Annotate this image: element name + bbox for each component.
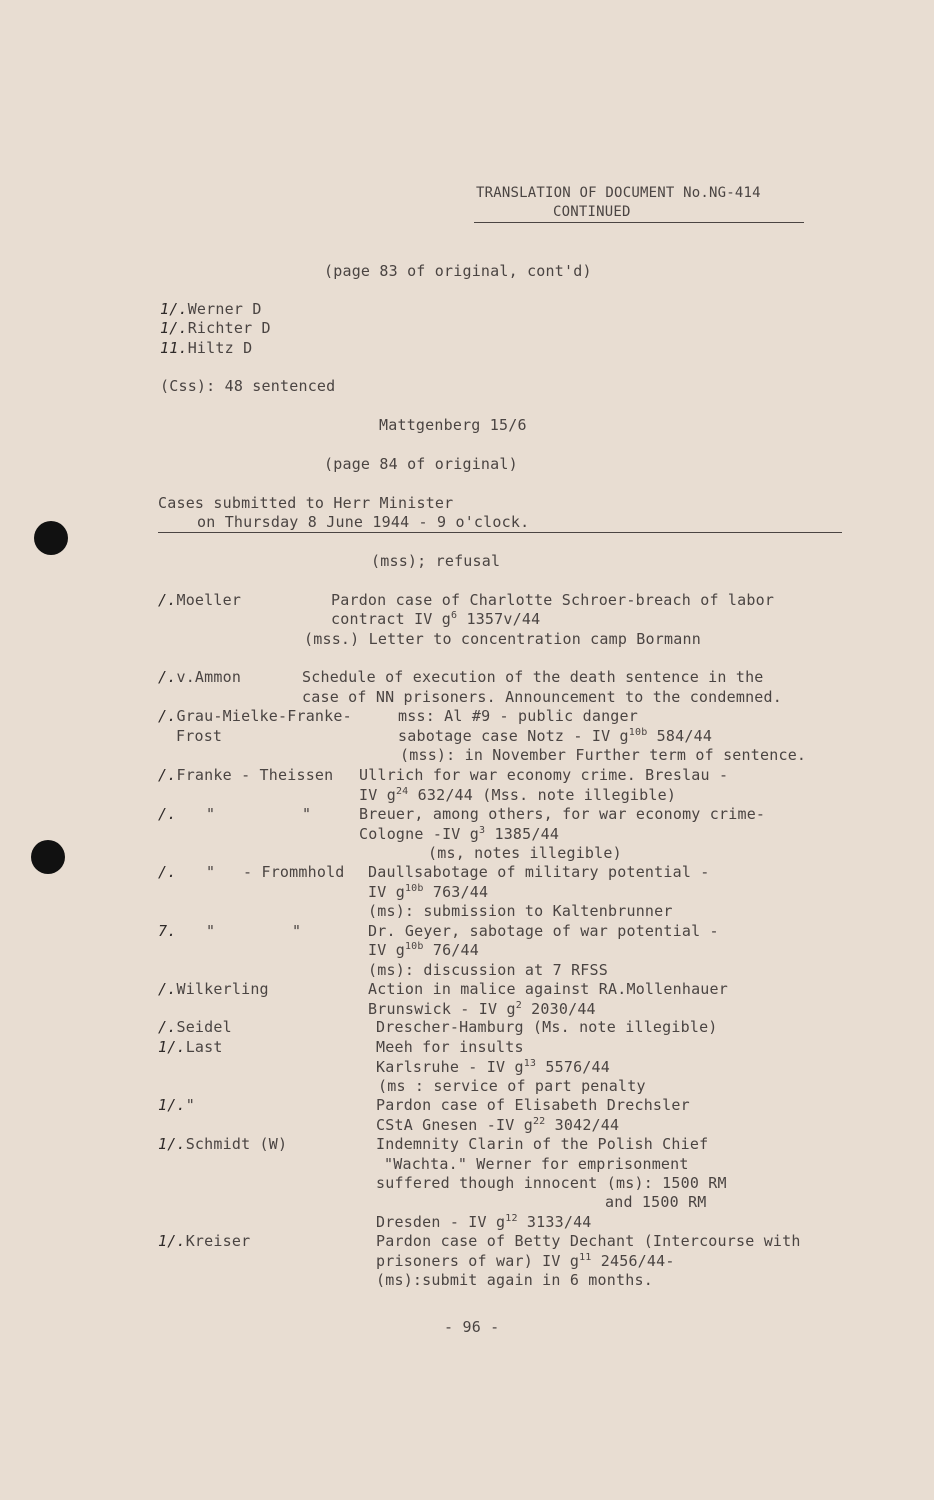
entry-6-ditto: " — [206, 863, 216, 881]
entry-10-line-3: (ms : service of part penalty — [378, 1077, 646, 1095]
entry-12-line-4: and 1500 RM — [605, 1193, 707, 1211]
page-number: - 96 - — [444, 1318, 500, 1336]
entry-13-line-1: Pardon case of Betty Dechant (Intercourse with — [376, 1232, 801, 1250]
name-line-1 — [160, 300, 262, 319]
entry-5-line-3: (ms, notes illegible) — [428, 844, 622, 862]
header-title: TRANSLATION OF DOCUMENT No.NG-414 — [476, 185, 761, 201]
entry-5-line-1: Breuer, among others, for war economy crime- — [359, 805, 766, 823]
entry-6-line-2: IV $g^{10b}$ 763/44 — [368, 883, 489, 901]
entry-7-mark: 7. — [158, 922, 177, 940]
entry-9-line-1: Drescher-Hamburg (Ms. note illegible) — [376, 1018, 718, 1036]
entry-6-mark: /. — [158, 863, 177, 881]
entry-5-ditto-1: " — [206, 805, 216, 823]
entry-6-name: - Frommhold — [243, 863, 345, 881]
entry-3-line-1: mss: Al #9 - public danger — [398, 707, 638, 725]
entry-2-name: /.v.Ammon — [158, 668, 242, 686]
punch-hole-lower — [31, 840, 65, 874]
entry-4-name: /.Franke - Theissen — [158, 766, 334, 784]
entry-1-line-1: Pardon case of Charlotte Schroer-breach of labor — [331, 591, 775, 609]
entry-5-line-2: Cologne -IV $g^3$ 1385/44 — [359, 825, 560, 843]
entry-12-name: 1/.Schmidt (W) — [158, 1135, 288, 1153]
entry-11-name: 1/." — [158, 1096, 195, 1114]
entry-11-line-1: Pardon case of Elisabeth Drechsler — [376, 1096, 690, 1114]
name-line-2 — [160, 319, 271, 338]
entry-8-name: /.Wilkerling — [158, 980, 269, 998]
entry-6-line-1: Daullsabotage of military potential - — [368, 863, 710, 881]
cases-heading-1: Cases submitted to Herr Minister — [158, 494, 454, 512]
header-subtitle: CONTINUED — [553, 204, 631, 220]
entry-7-line-2: IV $g^{10b}$ 76/44 — [368, 941, 479, 959]
entry-10-line-1: Meeh for insults — [376, 1038, 524, 1056]
sentenced-note: (Css): 48 sentenced — [160, 377, 336, 395]
entry-8-line-2: Brunswick - IV $g^2$ 2030/44 — [368, 1000, 596, 1018]
cases-rule — [158, 532, 842, 533]
entry-5-mark: /. — [158, 805, 177, 823]
entry-13-line-3: (ms):submit again in 6 months. — [376, 1271, 653, 1289]
name-line-3 — [160, 339, 252, 358]
entry-13-name: 1/.Kreiser — [158, 1232, 251, 1250]
entry-8-line-1: Action in malice against RA.Mollenhauer — [368, 980, 728, 998]
entry-1-line-2: contract IV $g^6$ 1357v/44 — [331, 610, 541, 628]
entry-3-name: /.Grau-Mielke-Franke- — [158, 707, 352, 725]
entry-11-line-2: CStA Gnesen -IV $g^{22}$ 3042/44 — [376, 1116, 620, 1134]
name-richter: Richter D — [187, 319, 271, 337]
entry-2-line-1: Schedule of execution of the death sentence in the — [302, 668, 764, 686]
entry-12-line-5: Dresden - IV $g^{12}$ 3133/44 — [376, 1213, 592, 1231]
refusal-note: (mss); refusal — [371, 552, 501, 570]
check-mark: 1/. — [160, 319, 188, 337]
entry-12-line-2: "Wachta." Werner for emprisonment — [384, 1155, 689, 1173]
cases-heading-2: on Thursday 8 June 1944 - 9 o'clock. — [197, 513, 530, 531]
entry-10-name: 1/.Last — [158, 1038, 223, 1056]
header-underline — [474, 222, 804, 223]
entry-7-line-1: Dr. Geyer, sabotage of war potential - — [368, 922, 719, 940]
entry-6-line-3: (ms): submission to Kaltenbrunner — [368, 902, 673, 920]
entry-4-line-2: IV $g^{24}$ 632/44 (Mss. note illegible) — [359, 786, 677, 804]
page-83-note: (page 83 of original, cont'd) — [324, 262, 592, 280]
entry-1-line-3: (mss.) Letter to concentration camp Bormann — [304, 630, 701, 648]
name-werner: Werner D — [187, 300, 262, 318]
entry-2-line-2: case of NN prisoners. Announcement to the condemned. — [302, 688, 782, 706]
entry-3-name-2: Frost — [176, 727, 223, 745]
signature-line: Mattgenberg 15/6 — [379, 416, 527, 434]
entry-7-line-3: (ms): discussion at 7 RFSS — [368, 961, 608, 979]
entry-12-line-3: suffered though innocent (ms): 1500 RM — [376, 1174, 727, 1192]
name-hiltz: Hiltz D — [187, 339, 253, 357]
punch-hole-upper — [34, 521, 68, 555]
check-mark: 1/. — [160, 300, 188, 318]
entry-13-line-2: prisoners of war) IV $g^{11}$ 2456/44- — [376, 1252, 675, 1270]
page-84-note: (page 84 of original) — [324, 455, 518, 473]
entry-3-line-3: (mss): in November Further term of sentence. — [400, 746, 807, 764]
entry-4-line-1: Ullrich for war economy crime. Breslau - — [359, 766, 729, 784]
entry-9-name: /.Seidel — [158, 1018, 232, 1036]
entry-3-line-2: sabotage case Notz - IV $g^{10b}$ 584/44 — [398, 727, 713, 745]
entry-1-name: /.Moeller — [158, 591, 242, 609]
entry-10-line-2: Karlsruhe - IV $g^{13}$ 5576/44 — [376, 1058, 611, 1076]
entry-5-ditto-2: " — [302, 805, 312, 823]
check-mark: 11. — [160, 339, 188, 357]
entry-12-line-1: Indemnity Clarin of the Polish Chief — [376, 1135, 709, 1153]
entry-7-ditto-2: " — [292, 922, 302, 940]
entry-7-ditto-1: " — [206, 922, 216, 940]
